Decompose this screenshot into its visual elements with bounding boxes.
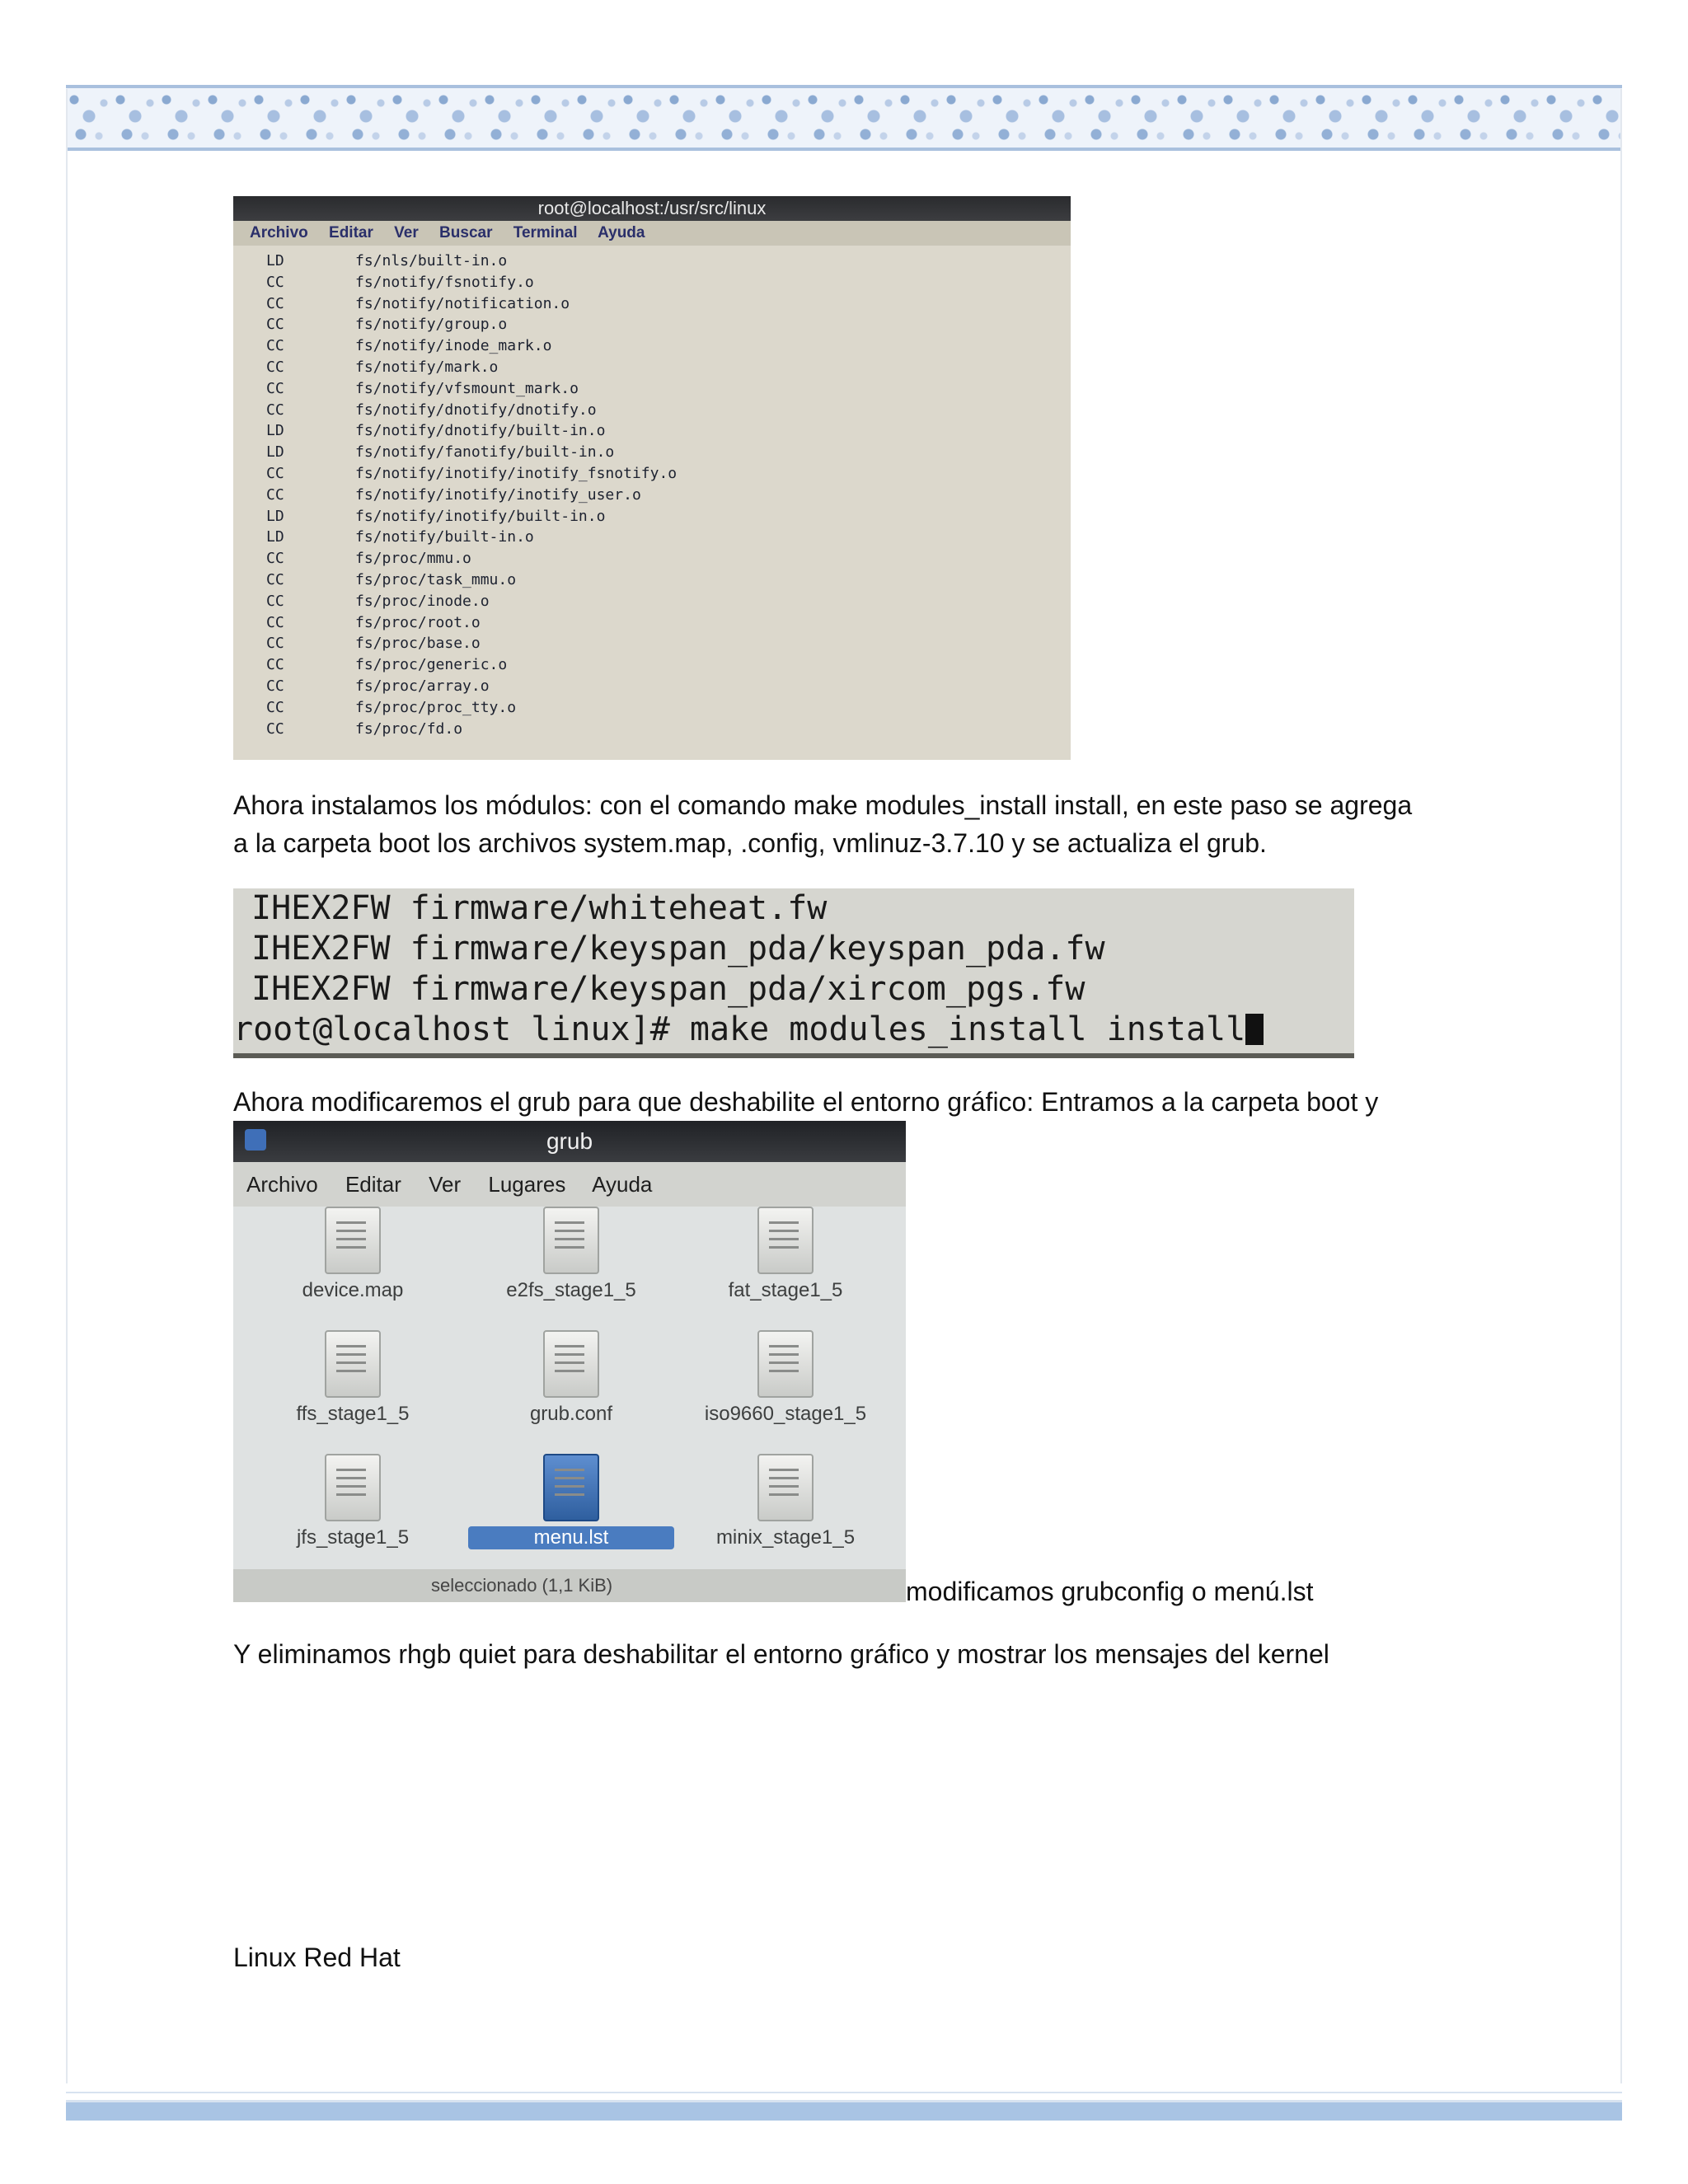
file-icon <box>757 1207 814 1274</box>
terminal-title: root@localhost:/usr/src/linux <box>233 196 1071 221</box>
menu-item[interactable]: Archivo <box>250 224 308 241</box>
log-row <box>266 654 1071 676</box>
file-icon <box>325 1330 381 1398</box>
log-command: CC <box>266 294 284 312</box>
file-grid <box>233 1207 906 1569</box>
log-row <box>266 251 1071 272</box>
log-path: fs/notify/inotify/inotify_user.o <box>355 485 641 504</box>
log-path: fs/notify/fanotify/built-in.o <box>355 443 615 462</box>
paragraph-install-modules: Ahora instalamos los módulos: con el comando make modules_install install, en este paso se agrega <box>233 790 1413 820</box>
log-row <box>266 335 1071 357</box>
file-item[interactable] <box>250 1454 456 1549</box>
log-command: CC <box>266 635 284 653</box>
file-item[interactable] <box>682 1454 889 1549</box>
footer-label: Linux Red Hat <box>233 1943 401 1972</box>
log-row <box>266 357 1071 378</box>
log-row <box>266 378 1071 400</box>
log-command: CC <box>266 698 284 716</box>
file-icon <box>325 1454 381 1521</box>
log-command: CC <box>266 719 284 738</box>
menu-item[interactable]: Editar <box>345 1172 401 1197</box>
footer-divider <box>66 2092 1622 2093</box>
terminal-menubar <box>233 221 1071 246</box>
log-command: CC <box>266 464 284 482</box>
log-row <box>266 272 1071 293</box>
terminal-line: IHEX2FW firmware/whiteheat.fw <box>251 889 828 927</box>
log-command: LD <box>266 252 284 269</box>
log-row <box>266 506 1071 527</box>
install-terminal-screenshot <box>233 888 1354 1058</box>
log-command: LD <box>266 507 284 525</box>
file-item[interactable] <box>682 1207 889 1302</box>
terminal-line: IHEX2FW firmware/keyspan_pda/xircom_pgs.fw <box>251 970 1085 1008</box>
log-row <box>266 527 1071 548</box>
log-command: CC <box>266 485 284 504</box>
folder-icon <box>245 1129 266 1151</box>
file-name: minix_stage1_5 <box>715 1526 856 1549</box>
log-path: fs/proc/generic.o <box>355 656 508 674</box>
log-command: LD <box>266 528 284 546</box>
terminal-prompt-line <box>233 1010 1354 1050</box>
file-item[interactable] <box>468 1454 674 1549</box>
log-row <box>266 633 1071 654</box>
file-name: menu.lst <box>468 1526 674 1549</box>
grub-file-browser-screenshot <box>233 1121 906 1602</box>
file-item[interactable] <box>468 1207 674 1302</box>
log-command: CC <box>266 337 284 355</box>
log-row <box>266 442 1071 463</box>
log-path: fs/proc/inode.o <box>355 592 490 610</box>
menu-item[interactable]: Ayuda <box>598 224 645 241</box>
log-path: fs/proc/mmu.o <box>355 550 471 568</box>
log-path: fs/notify/inotify/inotify_fsnotify.o <box>355 464 678 482</box>
log-row <box>266 591 1071 612</box>
log-row <box>266 485 1071 506</box>
log-path: fs/notify/fsnotify.o <box>355 273 534 291</box>
log-command: CC <box>266 316 284 334</box>
log-command: CC <box>266 613 284 631</box>
log-path: fs/proc/base.o <box>355 635 481 653</box>
file-icon <box>543 1330 599 1398</box>
log-row <box>266 676 1071 697</box>
menu-item[interactable]: Editar <box>329 224 373 241</box>
file-icon <box>543 1454 599 1521</box>
file-item[interactable] <box>250 1207 456 1302</box>
menu-item[interactable]: Terminal <box>513 224 578 241</box>
file-name: jfs_stage1_5 <box>296 1526 410 1549</box>
log-path: fs/notify/inode_mark.o <box>355 337 552 355</box>
log-path: fs/notify/dnotify/dnotify.o <box>355 401 597 419</box>
paragraph-boot-files: a la carpeta boot los archivos system.map, .config, vmlinuz-3.7.10 y se actualiza el grub. <box>233 828 1267 858</box>
log-row <box>266 463 1071 485</box>
log-path: fs/proc/array.o <box>355 677 490 695</box>
log-command: LD <box>266 443 284 462</box>
log-command: CC <box>266 379 284 397</box>
log-path: fs/notify/dnotify/built-in.o <box>355 422 606 440</box>
log-command: CC <box>266 592 284 610</box>
log-path: fs/notify/notification.o <box>355 294 570 312</box>
terminal-line: IHEX2FW firmware/keyspan_pda/keyspan_pda.fw <box>251 930 1105 968</box>
file-name: iso9660_stage1_5 <box>704 1403 867 1425</box>
log-path: fs/notify/built-in.o <box>355 528 534 546</box>
file-name: device.map <box>302 1279 404 1301</box>
log-path: fs/notify/vfsmount_mark.o <box>355 379 579 397</box>
log-command: CC <box>266 656 284 674</box>
log-row <box>266 293 1071 315</box>
paragraph-remove-rhgb: Y eliminamos rhgb quiet para deshabilitar el entorno gráfico y mostrar los mensajes del kernel <box>233 1639 1329 1669</box>
log-path: fs/notify/mark.o <box>355 358 499 376</box>
terminal-log-screenshot <box>233 196 1071 760</box>
file-icon <box>757 1330 814 1398</box>
terminal-bottom-edge <box>233 1053 1354 1058</box>
log-row <box>266 697 1071 719</box>
file-name: fat_stage1_5 <box>728 1279 843 1301</box>
log-path: fs/proc/proc_tty.o <box>355 698 517 716</box>
log-row <box>266 612 1071 634</box>
paragraph-modify-grub: Ahora modificaremos el grub para que deshabilite el entorno gráfico: Entramos a la carpeta boot y <box>233 1087 1379 1117</box>
file-item[interactable] <box>468 1330 674 1426</box>
inline-caption: modificamos grubconfig o menú.lst <box>906 1577 1314 1606</box>
log-path: fs/proc/root.o <box>355 613 481 631</box>
log-path: fs/notify/group.o <box>355 316 508 334</box>
file-name: e2fs_stage1_5 <box>506 1279 636 1301</box>
file-name: ffs_stage1_5 <box>296 1403 410 1425</box>
menu-item[interactable]: Lugares <box>488 1172 566 1197</box>
file-item[interactable] <box>682 1330 889 1426</box>
menu-item[interactable]: Archivo <box>246 1172 318 1197</box>
menu-item[interactable]: Ver <box>429 1172 462 1197</box>
log-path: fs/nls/built-in.o <box>355 252 508 269</box>
log-path: fs/proc/fd.o <box>355 719 463 738</box>
log-command: CC <box>266 273 284 291</box>
browser-titlebar <box>233 1121 906 1162</box>
file-item[interactable] <box>250 1330 456 1426</box>
log-command: CC <box>266 550 284 568</box>
terminal-output <box>233 246 1071 739</box>
browser-title: grub <box>546 1128 593 1154</box>
footer-bar <box>66 2100 1622 2121</box>
menu-item[interactable]: Ayuda <box>592 1172 653 1197</box>
log-row <box>266 314 1071 335</box>
cursor-icon <box>1245 1014 1264 1045</box>
file-icon <box>325 1207 381 1274</box>
log-row <box>266 400 1071 421</box>
log-command: CC <box>266 401 284 419</box>
log-row <box>266 420 1071 442</box>
file-icon <box>757 1454 814 1521</box>
log-path: fs/notify/inotify/built-in.o <box>355 507 606 525</box>
file-icon <box>543 1207 599 1274</box>
log-command: LD <box>266 422 284 440</box>
log-command: CC <box>266 570 284 588</box>
browser-menubar <box>233 1162 906 1207</box>
terminal-prompt: root@localhost linux]# make modules_install install <box>233 1010 1246 1048</box>
log-row <box>266 719 1071 740</box>
log-path: fs/proc/task_mmu.o <box>355 570 517 588</box>
log-command: CC <box>266 358 284 376</box>
browser-statusbar: seleccionado (1,1 KiB) <box>233 1569 906 1602</box>
log-row <box>266 548 1071 569</box>
file-name: grub.conf <box>529 1403 613 1425</box>
menu-item[interactable]: Buscar <box>439 224 493 241</box>
log-row <box>266 569 1071 591</box>
log-command: CC <box>266 677 284 695</box>
menu-item[interactable]: Ver <box>394 224 419 241</box>
